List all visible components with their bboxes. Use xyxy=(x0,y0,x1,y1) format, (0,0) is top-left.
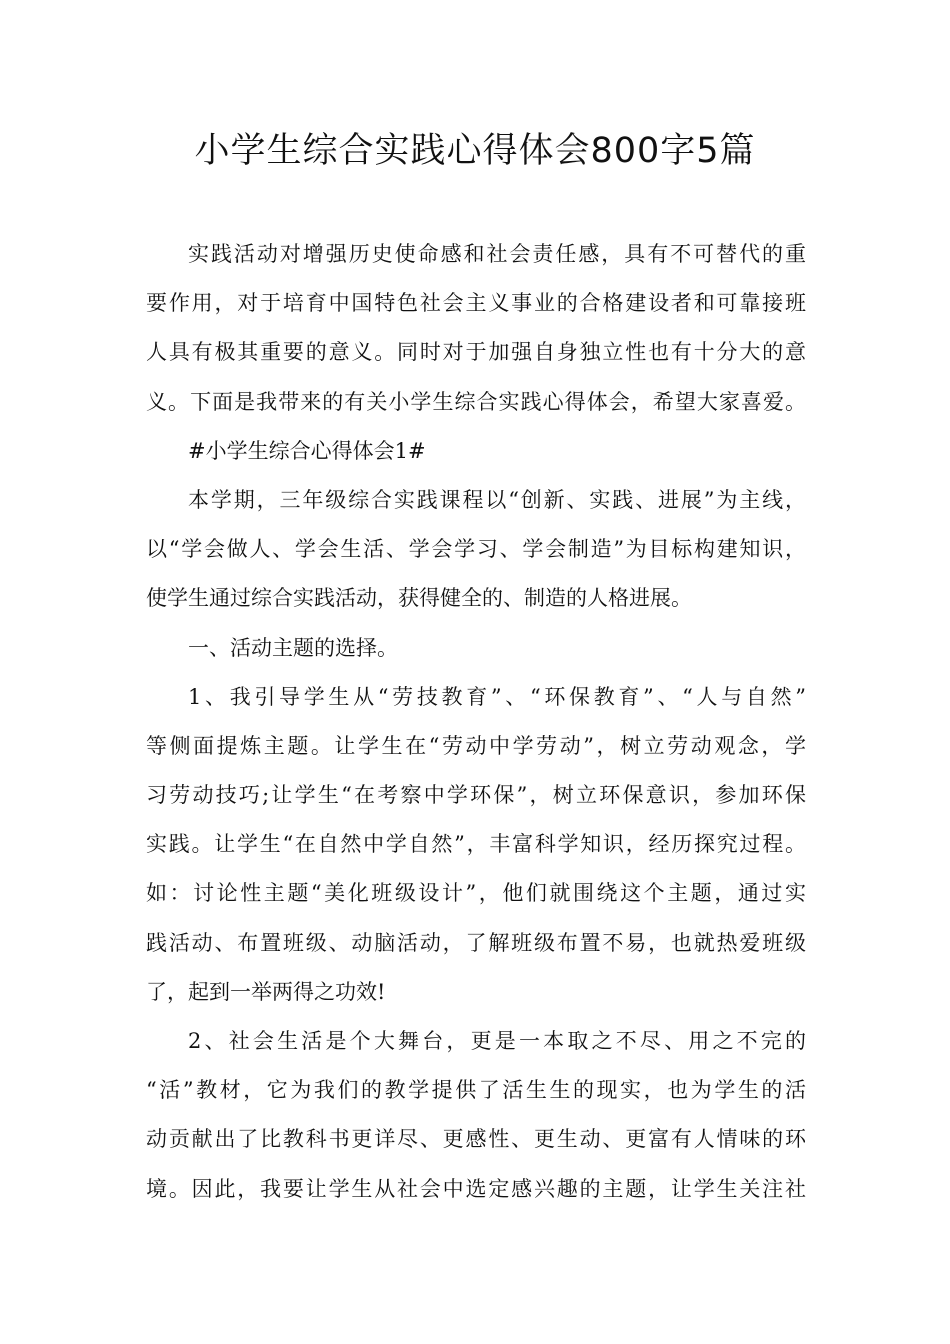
document-body xyxy=(146,230,806,1214)
paragraph-line: “活”教材，它为我们的教学提供了活生生的现实，也为学生的活 xyxy=(146,1078,806,1103)
paragraph-line: 人具有极其重要的意义。同时对于加强自身独立性也有十分大的意 xyxy=(146,340,806,365)
paragraph-line: 动贡献出了比教科书更详尽、更感性、更生动、更富有人情味的环 xyxy=(146,1127,806,1152)
paragraph-line: 1、我引导学生从“劳技教育”、“环保教育”、“人与自然” xyxy=(188,684,806,709)
subsection-heading: 一、活动主题的选择。 xyxy=(188,635,398,660)
paragraph-line: 使学生通过综合实践活动，获得健全的、制造的人格进展。 xyxy=(146,586,692,611)
paragraph-line: 以“学会做人、学会生活、学会学习、学会制造”为目标构建知识， xyxy=(146,537,806,562)
paragraph-line: 实践。让学生“在自然中学自然”，丰富科学知识，经历探究过程。 xyxy=(146,832,806,857)
paragraph-line: 习劳动技巧;让学生“在考察中学环保”，树立环保意识，参加环保 xyxy=(146,783,806,808)
paragraph-line: 义。下面是我带来的有关小学生综合实践心得体会，希望大家喜爱。 xyxy=(146,389,806,414)
paragraph-line: 如：讨论性主题“美化班级设计”，他们就围绕这个主题，通过实 xyxy=(146,881,806,906)
paragraph-line: 实践活动对增强历史使命感和社会责任感，具有不可替代的重 xyxy=(188,242,806,266)
paragraph-line: 2、社会生活是个大舞台，更是一本取之不尽、用之不完的 xyxy=(188,1029,806,1053)
paragraph-line: 了，起到一举两得之功效! xyxy=(146,979,386,1004)
paragraph-line: 要作用，对于培育中国特色社会主义事业的合格建设者和可靠接班 xyxy=(146,291,806,316)
document-title: 小学生综合实践心得体会800字5篇 xyxy=(194,131,756,171)
paragraph-line: 境。因此，我要让学生从社会中选定感兴趣的主题，让学生关注社 xyxy=(146,1176,806,1201)
paragraph-line: 等侧面提炼主题。让学生在“劳动中学劳动”，树立劳动观念，学 xyxy=(146,733,806,758)
paragraph-line: 践活动、布置班级、动脑活动，了解班级布置不易，也就热爱班级 xyxy=(146,930,806,955)
paragraph-line: 本学期，三年级综合实践课程以“创新、实践、进展”为主线， xyxy=(188,487,806,512)
section-heading: #小学生综合心得体会1# xyxy=(188,438,426,463)
